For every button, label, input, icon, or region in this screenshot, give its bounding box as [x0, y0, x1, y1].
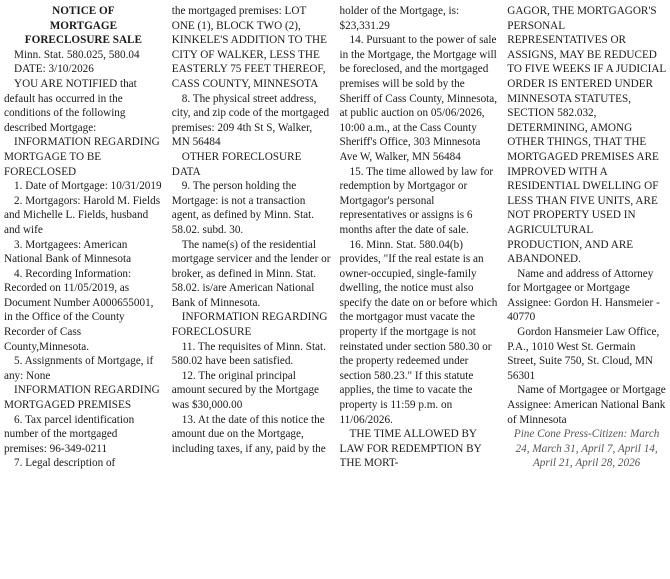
notice-paragraph: 1. Date of Mortgage: 10/31/2019: [14, 180, 162, 193]
notice-paragraph: 7. Legal description of: [14, 457, 116, 470]
notice-paragraph: DATE: 3/10/2026: [14, 63, 94, 76]
notice-paragraph: 12. The original principal amount secured by the Mortgage was $30,000.00: [171, 369, 320, 412]
notice-paragraph: 11. The requisites of Minn. Stat. 580.02 have been satisfied.: [171, 340, 326, 368]
notice-title-line: NOTICE OF: [52, 5, 115, 17]
column-4: [507, 4, 666, 579]
notice-paragraph: OTHER FORECLOSURE DATA: [171, 150, 302, 178]
notice-paragraph: The name(s) of the residential mortgage servicer and the lender or broker, as defined in Minn. Stat. 58.02. is/are American National Bank of Minnesota.: [171, 238, 331, 309]
notice-title-line: MORTGAGE: [49, 19, 118, 32]
notice-paragraph: 8. The physical street address, city, and zip code of the mortgaged premises: 209 4th St S, Walker, MN 56484: [171, 92, 330, 149]
notice-paragraph: 2. Mortgagors: Harold M. Fields and Michelle L. Fields, husband and wife: [4, 194, 161, 236]
column-2: [172, 4, 331, 579]
notice-paragraph: INFORMATION REGARDING MORTGAGED PREMISES: [4, 384, 160, 412]
column-1: [4, 4, 163, 579]
notice-paragraph: Name of Mortgagee or Mortgage Assignee: American National Bank of Minnesota: [507, 384, 666, 426]
notice-paragraph: 6. Tax parcel identification number of the mortgaged premises: 96-349-0211: [4, 413, 135, 455]
notice-paragraph: 9. The person holding the Mortgage: is not a transaction agent, as defined by Minn. Stat. 58.02. subd. 30.: [171, 180, 315, 236]
notice-paragraph: YOU ARE NOTIFIED that default has occurred in the conditions of the following described Mortgage:: [4, 77, 137, 134]
notice-paragraph: 14. Pursuant to the power of sale in the Mortgage, the Mortgage will be foreclosed, and the mortgaged premises will be sold by the Sheriff of Cass County, Minnesota, at public auction on 05/06/2026, 10:00 a.m., at the Cass County Sheriff's Office, 303 Minnesota Ave W, Walker, MN 56484: [339, 34, 498, 163]
notice-paragraph: the mortgaged premises: LOT ONE (1), BLOCK TWO (2), KINKELE'S ADDITION TO THE CITY OF WALKER, LESS THE EASTERLY 75 FEET THEREOF, CASS COUNTY, MINNESOTA: [171, 5, 327, 90]
notice-paragraph: Name and address of Attorney for Mortgagee or Mortgage Assignee: Gordon H. Hansmeier - 40770: [507, 267, 660, 324]
notice-paragraph: 5. Assignments of Mortgage, if any: None: [4, 355, 154, 382]
notice-paragraph: 15. The time allowed by law for redemption by Mortgagor or Mortgagor's personal representatives or assigns is 6 months after the date of sale.: [339, 165, 494, 236]
notice-paragraph: THE TIME ALLOWED BY LAW FOR REDEMPTION BY THE MORT-: [339, 428, 482, 470]
notice-paragraph: holder of the Mortgage, is: $23,331.29: [339, 5, 460, 32]
notice-paragraph: INFORMATION REGARDING MORTGAGE TO BE FORECLOSED: [4, 136, 160, 178]
notice-title-line: FORECLOSURE SALE: [24, 34, 142, 47]
notice-paragraph: 3. Mortgagees: American National Bank of Minnesota: [4, 238, 132, 266]
notice-paragraph: Gordon Hansmeier Law Office, P.A., 1010 West St. Germain Street, Suite 750, St. Cloud, MN 56301: [507, 326, 660, 382]
notice-paragraph: 16. Minn. Stat. 580.04(b) provides, "If the real estate is an owner-occupied, single-family dwelling, the notice must also specify the date on or before which the mortgagor must vacate the property if the mortgage is not reinstated under section 580.30 or the property redeemed under section 580.23." If this statute applies, the time to vacate the property is 11:59 p.m. on 11/06/2026.: [339, 238, 498, 426]
notice-paragraph: INFORMATION REGARDING FORECLOSURE: [171, 311, 328, 339]
notice-paragraph: 4. Recording Information: Recorded on 11/05/2019, as Document Number A000655001, in the Office of the County Recorder of Cass County,Minnesota.: [4, 267, 154, 353]
column-3: [340, 4, 499, 579]
notice-paragraph: Minn. Stat. 580.025, 580.04: [14, 48, 140, 61]
publication-byline: Pine Cone Press-Citizen: March 24, March 31, April 7, April 14, April 21, April 28, 2026: [513, 428, 660, 470]
notice-paragraph: GAGOR, THE MORTGAGOR'S PERSONAL REPRESENTATIVES OR ASSIGNS, MAY BE REDUCED TO FIVE WEEKS IF A JUDICIAL ORDER IS ENTERED UNDER MINNESOTA STATUTES, SECTION 582.032, DETERMINING, AMONG OTHER THINGS, THAT THE MORTGAGED PREMISES ARE IMPROVED WITH A RESIDENTIAL DWELLING OF LESS THAN FIVE UNITS, ARE NOT PROPERTY USED IN AGRICULTURAL PRODUCTION, AND ARE ABANDONED.: [507, 5, 666, 266]
notice-paragraph: 13. At the date of this notice the amount due on the Mortgage, including taxes, if any, paid by the: [171, 413, 326, 455]
